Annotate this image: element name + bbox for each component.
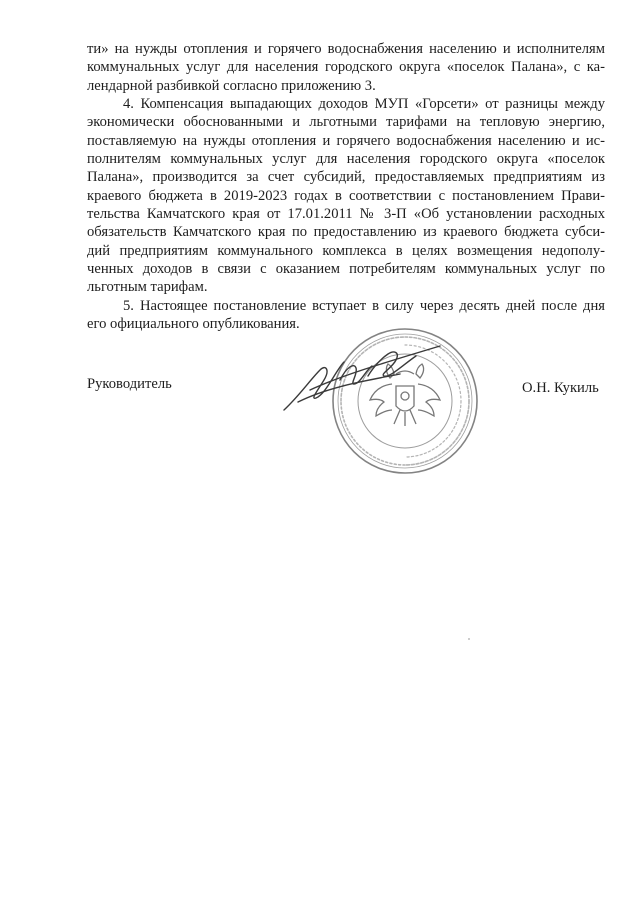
text-line: краевого бюджета в 2019-2023 годах в соответствии с постановлением Прави- <box>87 187 605 204</box>
text-line: полнителям коммунальных услуг для населения городского округа «поселок <box>87 151 605 168</box>
text-line: обязательств Камчатского края по предоставлению из краевого бюджета субси- <box>87 224 605 241</box>
paragraph-3-continuation <box>87 40 605 95</box>
text-line: ченных доходов в связи с оказанием потребителям коммунальных услуг по <box>87 261 605 278</box>
text-line: 5. Настоящее постановление вступает в силу через десять дней после дня <box>123 297 605 314</box>
document-body <box>87 40 605 334</box>
signer-name: О.Н. Кукиль <box>522 380 599 396</box>
text-line: лендарной разбивкой согласно приложению 3. <box>87 77 376 94</box>
text-line: льготным тарифам. <box>87 279 208 296</box>
handwritten-signature-icon <box>280 340 450 415</box>
text-line: ти» на нужды отопления и горячего водоснабжения населению и исполнителям <box>87 41 605 57</box>
signer-title: Руководитель <box>87 376 172 392</box>
scan-speck <box>468 638 470 640</box>
text-line: экономически обоснованными и льготными тарифами на тепловую энергию, <box>87 114 605 131</box>
paragraph-4 <box>87 95 605 297</box>
text-line: дий предприятиям коммунального комплекса в целях возмещения недополу- <box>87 242 605 259</box>
text-line: тельства Камчатского края от 17.01.2011 № 3-П «Об установлении расходных <box>87 206 605 223</box>
text-line: Палана», производится за счет субсидий, предоставляемых предприятиям из <box>87 169 605 186</box>
text-line: 4. Компенсация выпадающих доходов МУП «Горсети» от разницы между <box>123 96 605 113</box>
text-line: коммунальных услуг для населения городского округа «поселок Палана», с ка- <box>87 59 605 76</box>
text-line: поставляемую на нужды отопления и горячего водоснабжения населению и ис- <box>87 132 605 149</box>
text-line: его официального опубликования. <box>87 316 300 333</box>
